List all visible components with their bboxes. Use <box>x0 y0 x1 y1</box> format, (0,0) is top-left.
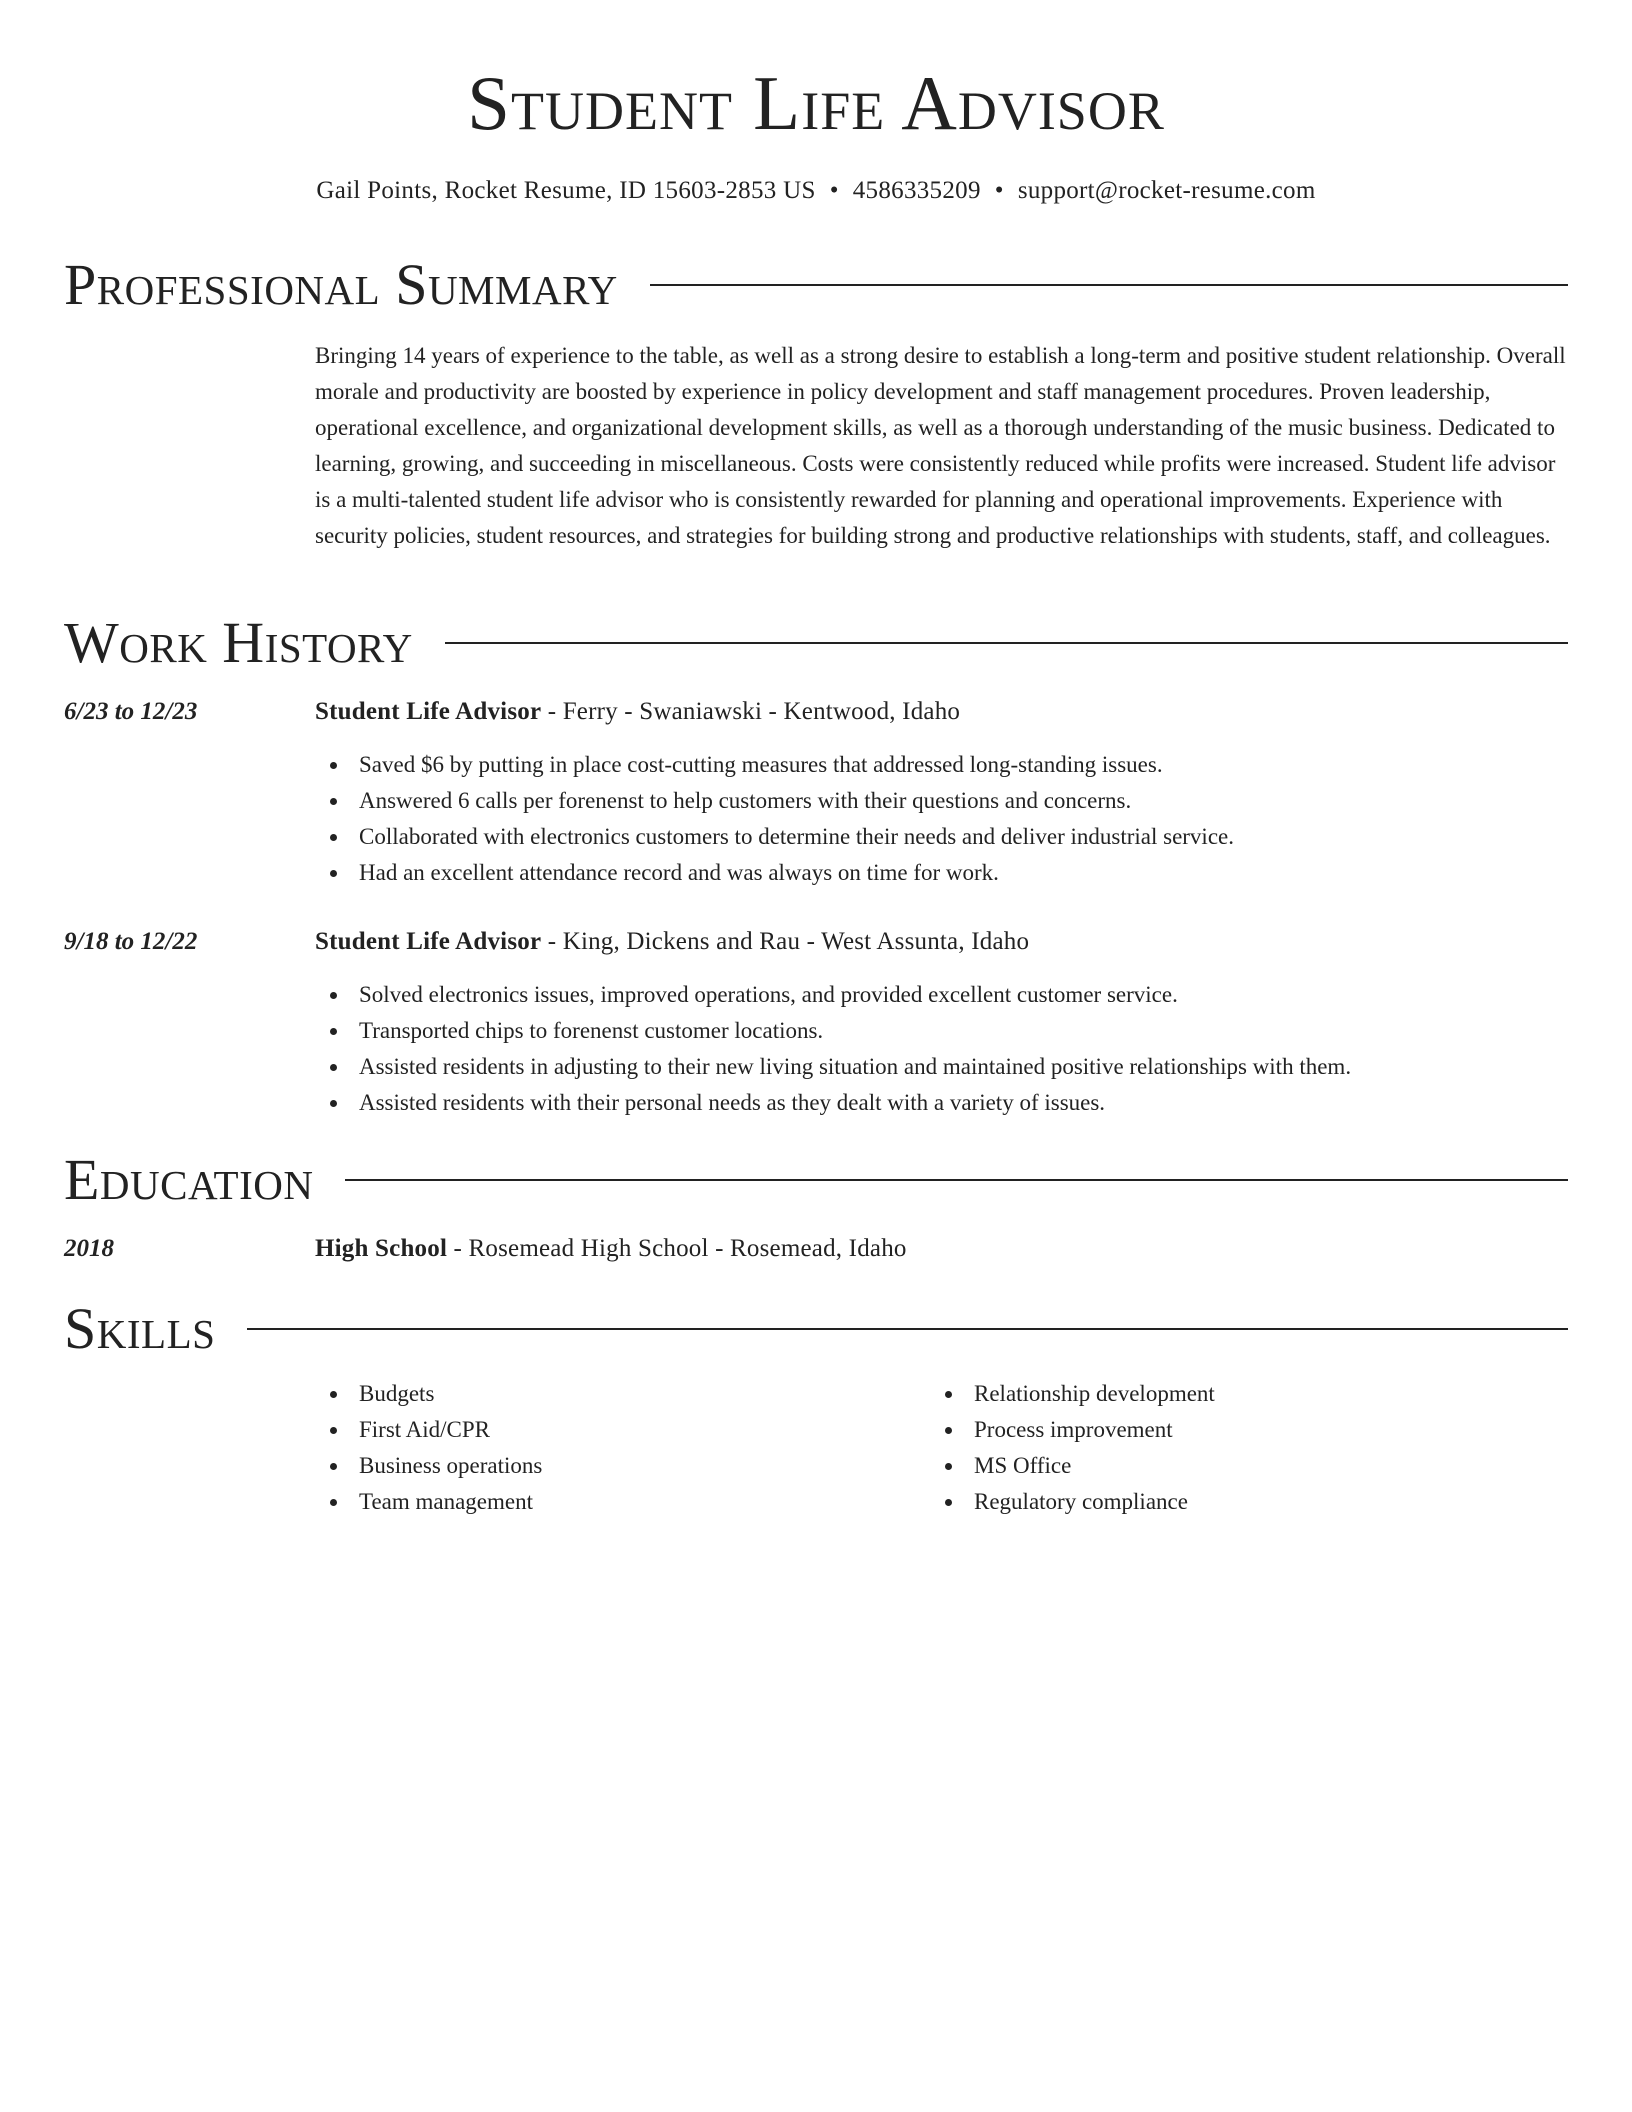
job-dates: 9/18 to 12/22 <box>64 928 198 955</box>
job-title: Student Life Advisor <box>315 928 542 955</box>
section-divider <box>445 642 1568 644</box>
section-divider <box>247 1328 1568 1330</box>
list-item: Solved electronics issues, improved operations, and provided excellent customer service. <box>315 977 1351 1013</box>
list-item: Had an excellent attendance record and was always on time for work. <box>315 855 1234 891</box>
separator-dot: • <box>829 177 839 204</box>
list-item: Collaborated with electronics customers to determine their needs and deliver industrial service. <box>315 819 1234 855</box>
job-details: - King, Dickens and Rau - West Assunta, Idaho <box>541 928 1030 955</box>
contact-email: support@rocket-resume.com <box>1017 177 1316 204</box>
list-item: Answered 6 calls per forenenst to help customers with their questions and concerns. <box>315 783 1234 819</box>
separator-dot: • <box>994 177 1004 204</box>
job-details: - Ferry - Swaniawski - Kentwood, Idaho <box>541 698 961 725</box>
skill-item: MS Office <box>930 1448 1215 1484</box>
list-item: Saved $6 by putting in place cost-cutting measures that addressed long-standing issues. <box>315 747 1234 783</box>
list-item: Assisted residents with their personal needs as they dealt with a variety of issues. <box>315 1085 1351 1121</box>
skills-list-right <box>930 1376 1215 1520</box>
job-bullets <box>315 747 1234 891</box>
job-title-line <box>315 927 1029 957</box>
education-section-header <box>64 1148 1568 1212</box>
section-heading: Professional Summary <box>64 252 618 317</box>
job-dates: 6/23 to 12/23 <box>64 698 198 725</box>
education-details: - Rosemead High School - Rosemead, Idaho <box>447 1235 907 1262</box>
page-title: Student Life Advisor <box>467 60 1165 146</box>
skill-item: Budgets <box>315 1376 542 1412</box>
section-heading: Skills <box>64 1296 216 1361</box>
list-item: Transported chips to forenenst customer locations. <box>315 1013 1351 1049</box>
section-divider <box>345 1179 1568 1181</box>
summary-text: Bringing 14 years of experience to the table, as well as a strong desire to establish a long-term and positive student relationship. Overall morale and productivity are boosted by experience in policy development and staff management procedures. Proven leadership, operational excellence, and organizational development skills, as well as a thorough understanding of the music business. Dedicated to learning, growing, and succeeding in miscellaneous. Costs were consistently reduced while profits were increased. Student life advisor is a multi-talented student life advisor who is consistently rewarded for planning and operational improvements. Experience with security policies, student resources, and strategies for building strong and productive relationships with students, staff, and colleagues. <box>315 343 1566 548</box>
skill-item: Business operations <box>315 1448 542 1484</box>
education-degree: High School <box>315 1235 448 1262</box>
job-bullets <box>315 977 1351 1121</box>
skill-item: First Aid/CPR <box>315 1412 542 1448</box>
education-year: 2018 <box>64 1235 114 1262</box>
skill-item: Regulatory compliance <box>930 1484 1215 1520</box>
skill-item: Team management <box>315 1484 542 1520</box>
skills-list-left <box>315 1376 542 1520</box>
education-line <box>315 1234 907 1264</box>
section-heading: Work History <box>64 610 413 675</box>
skill-item: Process improvement <box>930 1412 1215 1448</box>
list-item: Assisted residents in adjusting to their new living situation and maintained positive relationships with them. <box>315 1049 1351 1085</box>
work-section-header <box>64 611 1568 675</box>
contact-address: Gail Points, Rocket Resume, ID 15603-2853 US <box>316 177 816 204</box>
job-title: Student Life Advisor <box>315 698 542 725</box>
contact-phone: 4586335209 <box>852 177 981 204</box>
summary-section-header <box>64 253 1568 317</box>
section-divider <box>650 284 1568 286</box>
resume-page <box>64 0 1568 2112</box>
job-title-line <box>315 697 960 727</box>
contact-line <box>64 176 1568 206</box>
section-heading: Education <box>64 1147 314 1212</box>
skill-item: Relationship development <box>930 1376 1215 1412</box>
skills-section-header <box>64 1297 1568 1361</box>
